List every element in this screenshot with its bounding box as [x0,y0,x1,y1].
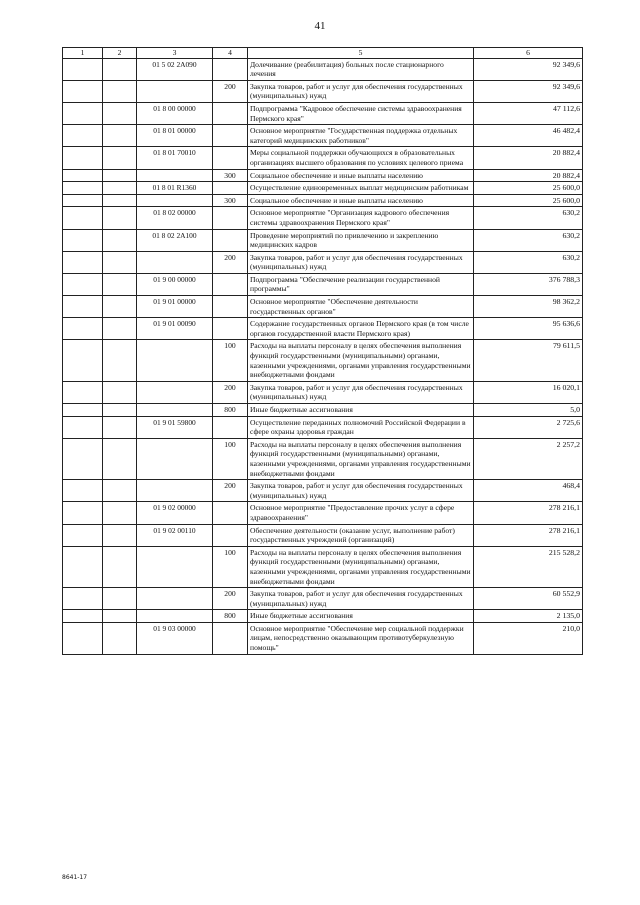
cell-col-1 [63,610,103,623]
cell-expense-type [213,229,248,251]
cell-expense-type [213,273,248,295]
table-row [63,318,583,340]
cell-expense-type [213,416,248,438]
cell-col-2 [103,588,137,610]
cell-amount: 25 600,0 [474,194,583,207]
cell-expense-type [213,125,248,147]
cell-col-2 [103,416,137,438]
cell-expense-type [213,296,248,318]
table-row [63,404,583,417]
cell-col-1 [63,182,103,195]
cell-target-code: 01 9 01 59800 [137,416,213,438]
cell-col-2 [103,381,137,403]
cell-col-2 [103,438,137,479]
cell-col-2 [103,182,137,195]
cell-name: Расходы на выплаты персоналу в целях обеспечения выполнения функций государственными (муниципальными) органами, казенными учреждениями, органами управления государственными внебюджетными фондами [248,546,474,587]
cell-amount: 46 482,4 [474,125,583,147]
cell-col-2 [103,125,137,147]
cell-name: Основное мероприятие "Организация кадрового обеспечения системы здравоохранения Пермского края" [248,207,474,229]
cell-name: Закупка товаров, работ и услуг для обеспечения государственных (муниципальных) нужд [248,588,474,610]
cell-name: Обеспечение деятельности (оказание услуг, выполнение работ) государственных учреждений (организаций) [248,524,474,546]
cell-amount: 20 882,4 [474,169,583,182]
cell-col-2 [103,229,137,251]
cell-col-1 [63,296,103,318]
cell-name: Закупка товаров, работ и услуг для обеспечения государственных (муниципальных) нужд [248,251,474,273]
cell-col-1 [63,546,103,587]
cell-target-code: 01 9 03 00000 [137,622,213,654]
cell-expense-type: 200 [213,588,248,610]
cell-expense-type: 100 [213,438,248,479]
cell-name: Основное мероприятие "Предоставление прочих услуг в сфере здравоохранения" [248,502,474,524]
table-row [63,480,583,502]
cell-target-code: 01 8 01 R1360 [137,182,213,195]
cell-amount: 60 552,9 [474,588,583,610]
table-row [63,524,583,546]
cell-col-2 [103,102,137,124]
cell-amount: 92 349,6 [474,80,583,102]
table-row [63,296,583,318]
cell-amount: 630,2 [474,207,583,229]
cell-name: Закупка товаров, работ и услуг для обеспечения государственных (муниципальных) нужд [248,381,474,403]
cell-amount: 376 788,3 [474,273,583,295]
cell-target-code [137,194,213,207]
table-row [63,588,583,610]
cell-col-2 [103,147,137,169]
cell-target-code [137,610,213,623]
cell-col-1 [63,524,103,546]
cell-col-1 [63,416,103,438]
cell-name: Закупка товаров, работ и услуг для обеспечения государственных (муниципальных) нужд [248,480,474,502]
cell-expense-type [213,318,248,340]
cell-col-1 [63,58,103,80]
cell-amount: 25 600,0 [474,182,583,195]
cell-amount: 98 362,2 [474,296,583,318]
cell-col-1 [63,169,103,182]
cell-expense-type [213,622,248,654]
cell-col-2 [103,273,137,295]
cell-col-1 [63,194,103,207]
cell-target-code: 01 8 02 2А100 [137,229,213,251]
cell-target-code: 01 5 02 2А090 [137,58,213,80]
cell-name: Меры социальной поддержки обучающихся в образовательных организациях высшего образования по условиях целевого приема [248,147,474,169]
cell-expense-type: 200 [213,80,248,102]
cell-col-2 [103,194,137,207]
cell-target-code [137,438,213,479]
cell-col-1 [63,381,103,403]
cell-col-2 [103,169,137,182]
cell-target-code [137,480,213,502]
cell-amount: 278 216,1 [474,502,583,524]
cell-name: Расходы на выплаты персоналу в целях обеспечения выполнения функций государственными (муниципальными) органами, казенными учреждениями, органами управления государственными внебюджетными фондами [248,340,474,381]
cell-amount: 92 349,6 [474,58,583,80]
table-row [63,438,583,479]
cell-target-code: 01 9 02 00110 [137,524,213,546]
table-row [63,610,583,623]
cell-col-1 [63,588,103,610]
cell-amount: 630,2 [474,251,583,273]
table-row [63,251,583,273]
cell-amount: 79 611,5 [474,340,583,381]
cell-expense-type: 800 [213,404,248,417]
cell-col-2 [103,502,137,524]
cell-target-code [137,251,213,273]
table-row [63,102,583,124]
cell-expense-type: 200 [213,480,248,502]
cell-col-2 [103,207,137,229]
table-row [63,207,583,229]
cell-amount: 630,2 [474,229,583,251]
cell-expense-type: 100 [213,340,248,381]
cell-amount: 215 528,2 [474,546,583,587]
cell-target-code: 01 8 02 00000 [137,207,213,229]
cell-name: Подпрограмма "Обеспечение реализации государственной программы" [248,273,474,295]
cell-target-code: 01 8 01 70010 [137,147,213,169]
table-row [63,273,583,295]
cell-amount: 210,0 [474,622,583,654]
cell-name: Проведение мероприятий по привлечению и закреплению медицинских кадров [248,229,474,251]
cell-amount: 5,0 [474,404,583,417]
cell-amount: 20 882,4 [474,147,583,169]
table-header-row [63,48,583,59]
cell-amount: 95 636,6 [474,318,583,340]
cell-col-2 [103,296,137,318]
table-row [63,80,583,102]
cell-name: Расходы на выплаты персоналу в целях обеспечения выполнения функций государственными (муниципальными) органами, казенными учреждениями, органами управления государственными внебюджетными фондами [248,438,474,479]
cell-expense-type: 100 [213,546,248,587]
cell-expense-type [213,182,248,195]
cell-amount: 2 257,2 [474,438,583,479]
cell-col-1 [63,480,103,502]
cell-name: Социальное обеспечение и иные выплаты населению [248,194,474,207]
cell-target-code: 01 8 01 00000 [137,125,213,147]
table-row [63,182,583,195]
cell-col-2 [103,58,137,80]
table-row [63,502,583,524]
cell-name: Иные бюджетные ассигнования [248,404,474,417]
cell-expense-type: 800 [213,610,248,623]
cell-target-code [137,546,213,587]
cell-col-2 [103,404,137,417]
cell-expense-type [213,524,248,546]
cell-col-2 [103,480,137,502]
table-row [63,194,583,207]
cell-target-code: 01 8 00 00000 [137,102,213,124]
table-row [63,169,583,182]
cell-target-code [137,340,213,381]
cell-col-1 [63,102,103,124]
table-row [63,622,583,654]
cell-col-1 [63,229,103,251]
table-row [63,125,583,147]
cell-amount: 2 725,6 [474,416,583,438]
cell-col-2 [103,340,137,381]
cell-name: Осуществление переданных полномочий Российской Федерации в сфере охраны здоровья граждан [248,416,474,438]
cell-col-1 [63,318,103,340]
cell-target-code: 01 9 00 00000 [137,273,213,295]
cell-target-code: 01 9 01 00090 [137,318,213,340]
page-number: 41 [314,20,326,32]
table-row [63,340,583,381]
cell-name: Основное мероприятие "Государственная поддержка отдельных категорий медицинских работников" [248,125,474,147]
cell-target-code: 01 9 02 00000 [137,502,213,524]
table-row [63,58,583,80]
cell-col-1 [63,502,103,524]
cell-col-2 [103,251,137,273]
cell-expense-type [213,102,248,124]
cell-col-1 [63,251,103,273]
cell-col-1 [63,80,103,102]
cell-expense-type: 300 [213,194,248,207]
cell-amount: 16 020,1 [474,381,583,403]
table-row [63,546,583,587]
cell-expense-type: 300 [213,169,248,182]
cell-target-code [137,169,213,182]
document-code: 8641-17 [62,874,88,881]
cell-target-code [137,80,213,102]
budget-table [62,47,583,655]
cell-col-2 [103,524,137,546]
table-row [63,381,583,403]
cell-expense-type [213,147,248,169]
cell-expense-type [213,207,248,229]
cell-col-1 [63,404,103,417]
table-row [63,147,583,169]
header-col-2: 2 [103,48,137,59]
cell-target-code [137,404,213,417]
cell-col-1 [63,207,103,229]
cell-col-1 [63,622,103,654]
header-col-3: 3 [137,48,213,59]
cell-name: Основное мероприятие "Обеспечение мер социальной поддержки лицам, непосредственно оказывающим противотуберкулезную помощь" [248,622,474,654]
cell-col-2 [103,622,137,654]
cell-col-1 [63,147,103,169]
cell-col-1 [63,438,103,479]
cell-name: Иные бюджетные ассигнования [248,610,474,623]
header-col-4: 4 [213,48,248,59]
cell-expense-type: 200 [213,251,248,273]
cell-amount: 2 135,0 [474,610,583,623]
table-row [63,416,583,438]
header-col-1: 1 [63,48,103,59]
cell-name: Социальное обеспечение и иные выплаты населению [248,169,474,182]
cell-target-code [137,588,213,610]
cell-target-code [137,381,213,403]
cell-name: Основное мероприятие "Обеспечение деятельности государственных органов" [248,296,474,318]
cell-col-1 [63,125,103,147]
cell-name: Подпрограмма "Кадровое обеспечение системы здравоохранения Пермского края" [248,102,474,124]
cell-name: Долечивание (реабилитация) больных после стационарного лечения [248,58,474,80]
cell-col-1 [63,340,103,381]
cell-amount: 278 216,1 [474,524,583,546]
cell-name: Осуществление единовременных выплат медицинским работникам [248,182,474,195]
cell-col-2 [103,546,137,587]
table-row [63,229,583,251]
cell-name: Содержание государственных органов Пермского края (в том числе органов государственной власти Пермского края) [248,318,474,340]
header-col-5: 5 [248,48,474,59]
header-col-6: 6 [474,48,583,59]
cell-target-code: 01 9 01 00000 [137,296,213,318]
cell-name: Закупка товаров, работ и услуг для обеспечения государственных (муниципальных) нужд [248,80,474,102]
cell-expense-type [213,502,248,524]
cell-expense-type [213,58,248,80]
cell-col-2 [103,610,137,623]
cell-amount: 468,4 [474,480,583,502]
cell-expense-type: 200 [213,381,248,403]
cell-col-2 [103,318,137,340]
cell-col-2 [103,80,137,102]
cell-amount: 47 112,6 [474,102,583,124]
cell-col-1 [63,273,103,295]
